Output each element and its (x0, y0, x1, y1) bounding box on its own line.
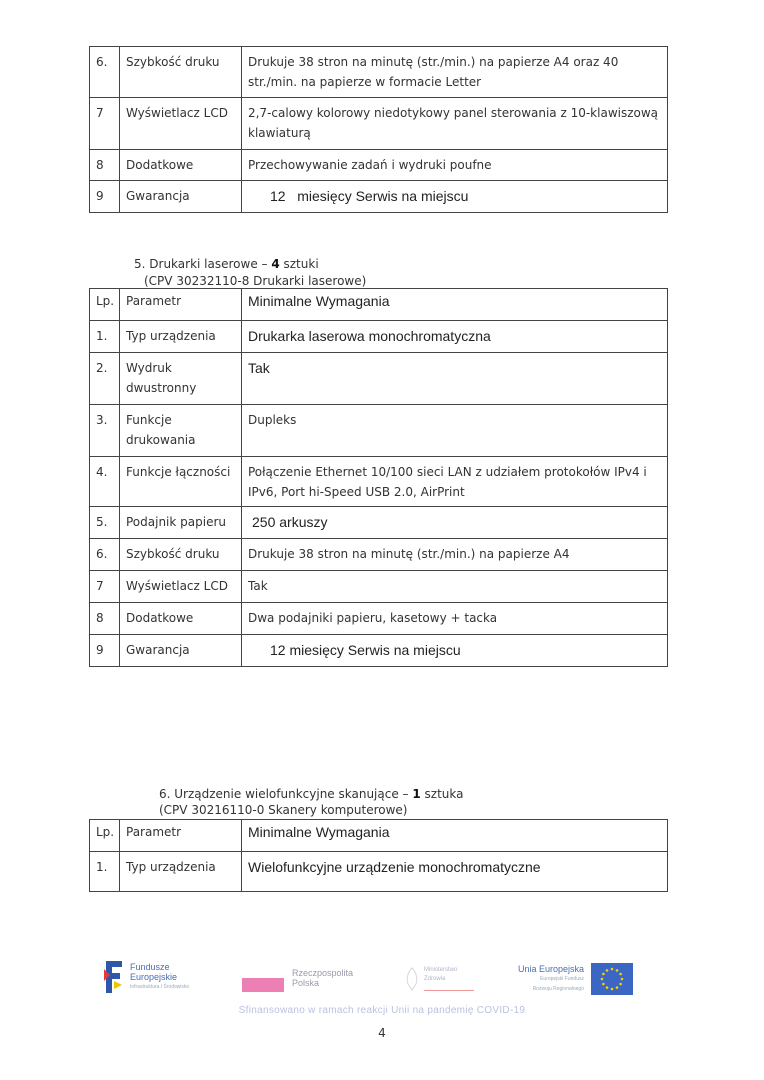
heading-unit: sztuki (279, 257, 319, 271)
spec-table-laser-printers (89, 288, 668, 667)
table-row (90, 571, 668, 603)
row-number: 2. (90, 353, 120, 405)
parameter-cell: Funkcje drukowania (120, 405, 242, 457)
row-number: 9 (90, 635, 120, 667)
table-row (90, 353, 668, 405)
parameter-cell: Szybkość druku (120, 47, 242, 98)
table-row (90, 635, 668, 667)
fundusze-europejskie-logo-icon (102, 959, 124, 995)
row-number: 8 (90, 603, 120, 635)
logo-text: Unia Europejska (517, 964, 584, 974)
quantity: 4 (271, 257, 280, 271)
row-number: 9 (90, 181, 120, 213)
spec-table-scanner (89, 819, 668, 892)
heading-text: 6. Urządzenie wielofunkcyjne skanujące – (159, 787, 413, 801)
row-number: 7 (90, 98, 120, 150)
value-cell: Dupleks (242, 405, 668, 457)
table-row (90, 405, 668, 457)
parameter-cell: Dodatkowe (120, 150, 242, 181)
value-cell: Drukuje 38 stron na minutę (str./min.) na papierze A4 oraz 40 str./min. na papierze w formacie Letter (242, 47, 668, 98)
logo-text: Zdrowia (424, 976, 446, 982)
value-cell: 2,7-calowy kolorowy niedotykowy panel sterowania z 10-klawiszową klawiaturą (242, 98, 668, 150)
logo-text: Ministerstwo (424, 967, 458, 973)
header-lp: Lp. (90, 289, 120, 321)
row-number: 8 (90, 150, 120, 181)
table-row (90, 603, 668, 635)
table-row (90, 47, 668, 98)
value-cell: 250 arkuszy (242, 507, 668, 539)
table-row (90, 539, 668, 571)
section-5-heading (134, 256, 319, 273)
logo-subtext: Infrastruktura i Środowisko (130, 984, 190, 990)
logo-divider (424, 990, 474, 991)
row-number: 6. (90, 539, 120, 571)
table-row (90, 457, 668, 507)
header-value: Minimalne Wymagania (242, 289, 668, 321)
header-lp: Lp. (90, 820, 120, 852)
parameter-cell: Gwarancja (120, 635, 242, 667)
section-6-cpv: (CPV 30216110-0 Skanery komputerowe) (159, 803, 408, 817)
value-cell: Drukarka laserowa monochromatyczna (242, 321, 668, 353)
header-value: Minimalne Wymagania (242, 820, 668, 852)
section-6-heading (159, 786, 464, 803)
logo-text: Rzeczpospolita (292, 968, 354, 978)
table-row (90, 181, 668, 213)
quantity: 1 (412, 787, 421, 801)
parameter-cell: Wyświetlacz LCD (120, 98, 242, 150)
header-parameter: Parametr (120, 820, 242, 852)
parameter-cell: Typ urządzenia (120, 852, 242, 892)
row-number: 5. (90, 507, 120, 539)
value-cell: 12 miesięcy Serwis na miejscu (242, 181, 668, 213)
value-cell: Wielofunkcyjne urządzenie monochromatyczne (242, 852, 668, 892)
poland-flag-icon (242, 978, 284, 992)
eagle-emblem-icon (404, 966, 420, 992)
table-header-row (90, 820, 668, 852)
row-number: 6. (90, 47, 120, 98)
value-cell: Połączenie Ethernet 10/100 sieci LAN z udziałem protokołów IPv4 i IPv6, Port hi-Speed USB 2.0, AirPrint (242, 457, 668, 507)
logo-subtext: Rozwoju Regionalnego (532, 986, 584, 992)
row-number: 4. (90, 457, 120, 507)
logo-text: Polska (292, 978, 320, 988)
header-parameter: Parametr (120, 289, 242, 321)
logo-subtext: Europejski Fundusz (540, 976, 584, 982)
parameter-cell: Wyświetlacz LCD (120, 571, 242, 603)
value-cell: Tak (242, 353, 668, 405)
rzeczpospolita-polska-logo (292, 968, 353, 988)
logo-text: Fundusze (130, 962, 170, 972)
row-number: 1. (90, 852, 120, 892)
heading-text: 5. Drukarki laserowe – (134, 257, 272, 271)
table-row (90, 98, 668, 150)
value-cell: Tak (242, 571, 668, 603)
fundusze-europejskie-logo (130, 962, 189, 992)
parameter-cell: Gwarancja (120, 181, 242, 213)
section-5-cpv: (CPV 30232110-8 Drukarki laserowe) (144, 274, 367, 288)
value-cell: 12 miesięcy Serwis na miejscu (242, 635, 668, 667)
table-header-row (90, 289, 668, 321)
row-number: 1. (90, 321, 120, 353)
parameter-cell: Dodatkowe (120, 603, 242, 635)
funding-tagline: Sfinansowano w ramach reakcji Unii na pandemię COVID-19 (238, 1005, 526, 1016)
logo-text: Europejskie (130, 972, 178, 982)
parameter-cell: Funkcje łączności (120, 457, 242, 507)
page-number: 4 (378, 1026, 386, 1040)
table-row (90, 507, 668, 539)
value-cell: Drukuje 38 stron na minutę (str./min.) na papierze A4 (242, 539, 668, 571)
unia-europejska-logo (508, 964, 584, 994)
parameter-cell: Wydruk dwustronny (120, 353, 242, 405)
row-number: 7 (90, 571, 120, 603)
row-number: 3. (90, 405, 120, 457)
heading-unit: sztuka (420, 787, 464, 801)
parameter-cell: Podajnik papieru (120, 507, 242, 539)
value-cell: Dwa podajniki papieru, kasetowy + tacka (242, 603, 668, 635)
parameter-cell: Szybkość druku (120, 539, 242, 571)
spec-table-continued (89, 46, 668, 213)
table-row (90, 321, 668, 353)
parameter-cell: Typ urządzenia (120, 321, 242, 353)
table-row (90, 150, 668, 181)
table-row (90, 852, 668, 892)
eu-flag-icon (591, 963, 633, 995)
ministerstwo-zdrowia-logo (424, 966, 457, 984)
value-cell: Przechowywanie zadań i wydruki poufne (242, 150, 668, 181)
